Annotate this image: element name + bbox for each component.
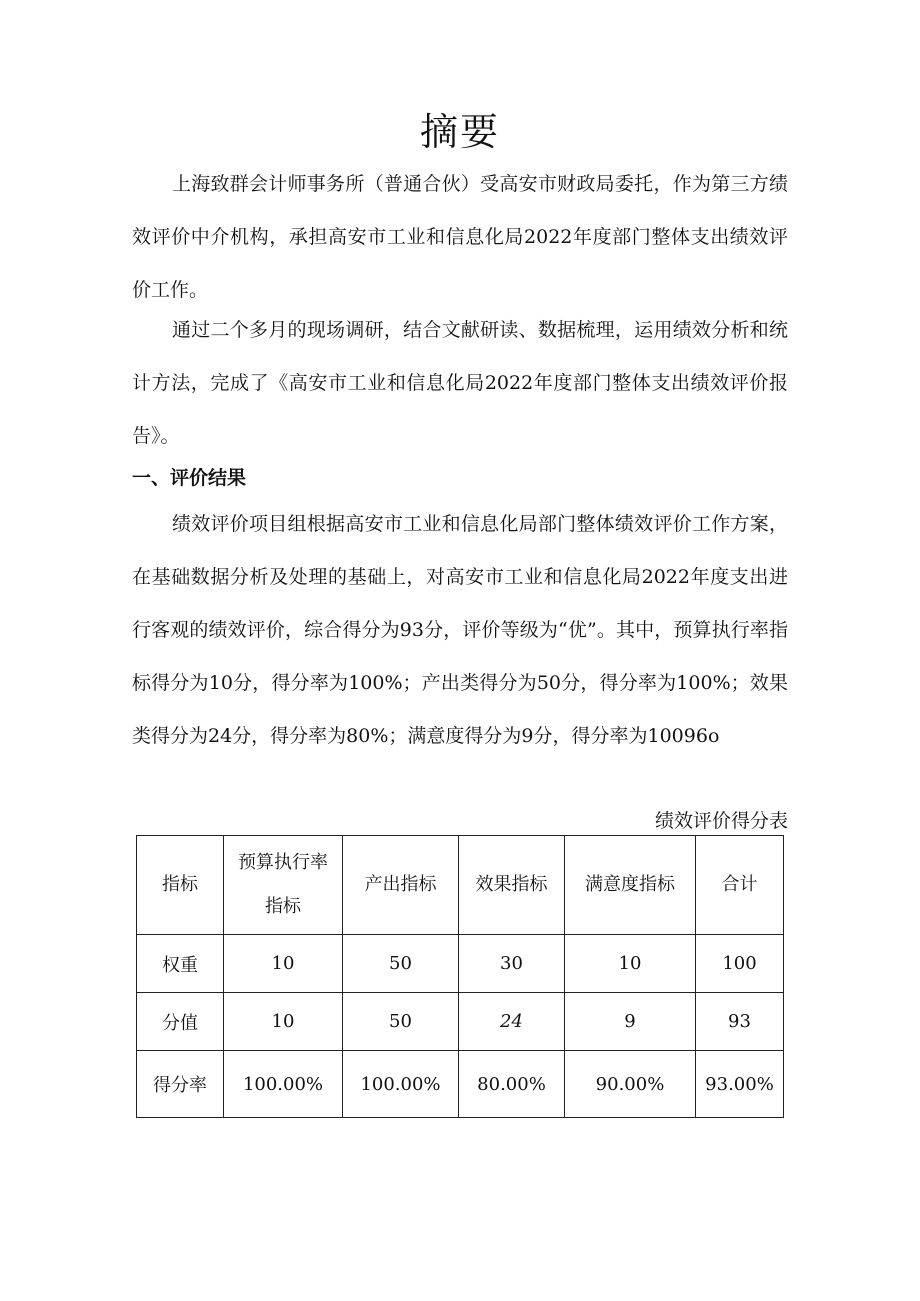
row-label: 分值 [137, 993, 224, 1051]
row-label: 权重 [137, 935, 224, 993]
header-cell: 指标 [137, 836, 224, 935]
header-cell: 产出指标 [343, 836, 459, 935]
table-cell: 80.00% [459, 1051, 565, 1118]
header-cell: 效果指标 [459, 836, 565, 935]
table-caption: 绩效评价得分表 [654, 810, 788, 832]
table-cell: 100.00% [343, 1051, 459, 1118]
table-cell: 100 [696, 935, 784, 993]
table-cell: 10 [224, 935, 343, 993]
table-cell: 24 [459, 993, 565, 1051]
header-cell: 合计 [696, 836, 784, 935]
table-row-weight [137, 935, 784, 993]
table-cell: 50 [343, 935, 459, 993]
page-title: 摘要 [419, 110, 500, 154]
table-cell: 100.00% [224, 1051, 343, 1118]
table-cell: 93.00% [696, 1051, 784, 1118]
table-cell: 10 [224, 993, 343, 1051]
table-cell: 90.00% [565, 1051, 696, 1118]
table-header-row [137, 836, 784, 935]
table-row-score [137, 993, 784, 1051]
table-row-rate [137, 1051, 784, 1118]
section-heading: 一、评价结果 [132, 467, 247, 489]
score-table [136, 835, 784, 1118]
method-paragraph: 通过二个多月的现场调研，结合文献研读、数据梳理，运用绩效分析和统计方法，完成了《高安市工业和信息化局2022年度部门整体支出绩效评价报告》。 [132, 319, 788, 447]
header-cell: 预算执行率指标 [224, 836, 343, 935]
intro-paragraph: 上海致群会计师事务所（普通合伙）受高安市财政局委托，作为第三方绩效评价中介机构，承担高安市工业和信息化局2022年度部门整体支出绩效评价工作。 [132, 173, 788, 301]
header-cell: 满意度指标 [565, 836, 696, 935]
table-cell: 50 [343, 993, 459, 1051]
row-label: 得分率 [137, 1051, 224, 1118]
table-cell: 93 [696, 993, 784, 1051]
table-cell: 30 [459, 935, 565, 993]
table-cell: 9 [565, 993, 696, 1051]
table-cell: 10 [565, 935, 696, 993]
result-paragraph: 绩效评价项目组根据高安市工业和信息化局部门整体绩效评价工作方案，在基础数据分析及处理的基础上，对高安市工业和信息化局2022年度支出进行客观的绩效评价，综合得分为93分，评价等级为“优”。其中，预算执行率指标得分为10分，得分率为100%；产出类得分为50分，得分率为100%；效果类得分为24分，得分率为80%；满意度得分为9分，得分率为10096o [132, 513, 788, 747]
